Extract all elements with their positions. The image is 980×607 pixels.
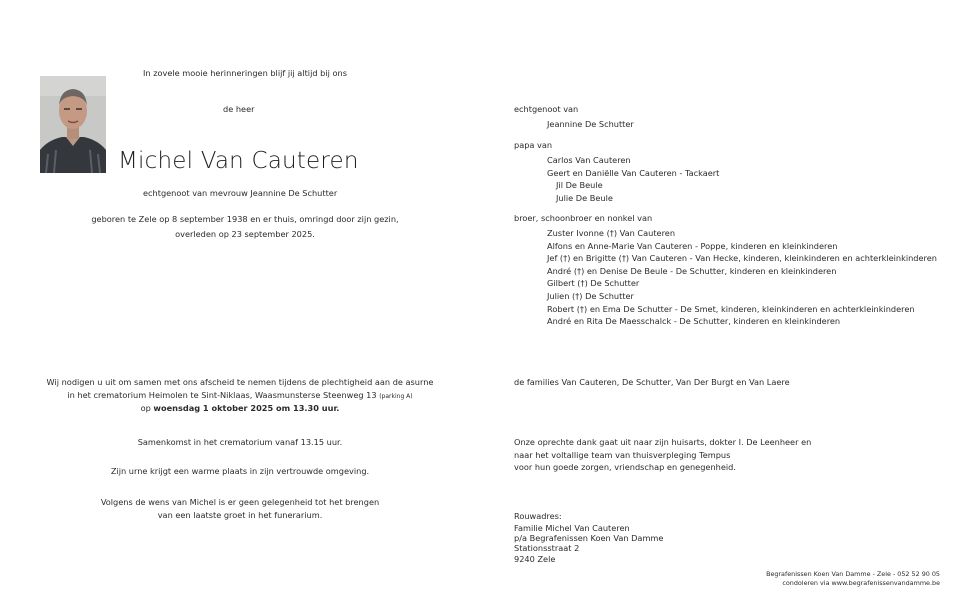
address-line: Familie Michel Van Cauteren [514,523,630,533]
footer-website[interactable]: condoleren via www.begrafenissenvandamme.be [782,579,940,587]
invitation-date-prefix: op [140,403,151,413]
child-item: Carlos Van Cauteren [547,155,631,165]
portrait-icon [40,76,106,173]
birth-line: geboren te Zele op 8 september 1938 en er thuis, omringd door zijn gezin, [91,214,399,224]
sibling-label: broer, schoonbroer en nonkel van [514,213,653,223]
address-line: 9240 Zele [514,553,556,564]
invitation-venue: in het crematorium Heimolen te Sint-Niklaas, Waasmunsterse Steenweg 13 [67,390,377,400]
father-label: papa van [514,140,553,150]
child-item: Geert en Daniëlle Van Cauteren - Tackaert [547,167,720,178]
thanks-line-1: Onze oprechte dank gaat uit naar zijn huisarts, dokter I. De Leenheer en [514,437,812,447]
urn-line: Zijn urne krijgt een warme plaats in zijn vertrouwde omgeving. [110,466,370,476]
siblings-list [547,227,937,328]
families-line: de families Van Cauteren, De Schutter, Van Der Burgt en Van Laere [514,377,790,387]
sibling-item: Zuster Ivonne (†) Van Cauteren [547,228,676,238]
invitation-line-3 [35,402,445,415]
sibling-item: Alfons en Anne-Marie Van Cauteren - Poppe, kinderen en kleinkinderen [547,240,838,251]
grandchild-item: Jil De Beule [556,180,603,190]
gathering-line: Samenkomst in het crematorium vanaf 13.15 uur. [137,437,343,447]
memory-line: In zovele mooie herinneringen blijf jij altijd bij ons [143,68,347,78]
address-block [514,523,663,564]
sibling-item: André en Rita De Maesschalck - De Schutter, kinderen en kleinkinderen [547,316,841,327]
sibling-item: Julien (†) De Schutter [547,290,634,301]
title-line: de heer [223,104,255,114]
thanks-block [514,436,811,474]
sibling-item: Jef (†) en Brigitte (†) Van Cauteren - Van Hecke, kinderen, kleinkinderen en achterkleinkinderen [547,253,937,264]
invitation-parking: (parking A) [379,393,413,400]
funeral-home-footer [766,570,940,588]
sibling-item: Gilbert (†) De Schutter [547,278,640,289]
spouse-name: Jeannine De Schutter [547,119,634,129]
wish-line-2: van een laatste groet in het funerarium. [157,510,323,520]
address-label: Rouwadres: [514,511,562,521]
address-line: p/a Begrafenissen Koen Van Damme [514,533,664,544]
spouse-label: echtgenoot van [514,104,579,114]
sibling-item: André (†) en Denise De Beule - De Schutter, kinderen en kleinkinderen [547,265,837,276]
footer-line-1: Begrafenissen Koen Van Damme - Zele - 052 52 90 05 [766,570,940,578]
thanks-line-3: voor hun goede zorgen, vriendschap en genegenheid. [514,462,736,473]
wish-line-1: Volgens de wens van Michel is er geen gelegenheid tot het brengen [100,497,380,507]
sibling-item: Robert (†) en Ema De Schutter - De Smet, kinderen, kleinkinderen en achterkleinkinderen [547,303,915,314]
address-line: Stationsstraat 2 [514,543,580,554]
spouse-line: echtgenoot van mevrouw Jeannine De Schutter [143,188,338,198]
invitation-line-1: Wij nodigen u uit om samen met ons afscheid te nemen tijdens de plechtigheid aan de asurne [46,377,434,387]
grandchildren-list [556,179,613,204]
thanks-line-2: naar het voltallige team van thuisverpleging Tempus [514,449,731,460]
deceased-name: Michel Van Cauteren [118,148,359,174]
grandchild-item: Julie De Beule [556,192,613,203]
children-list [547,154,719,179]
invitation-date: woensdag 1 oktober 2025 om 13.30 uur. [153,403,340,413]
death-line: overleden op 23 september 2025. [175,229,315,239]
portrait-photo [40,76,106,173]
